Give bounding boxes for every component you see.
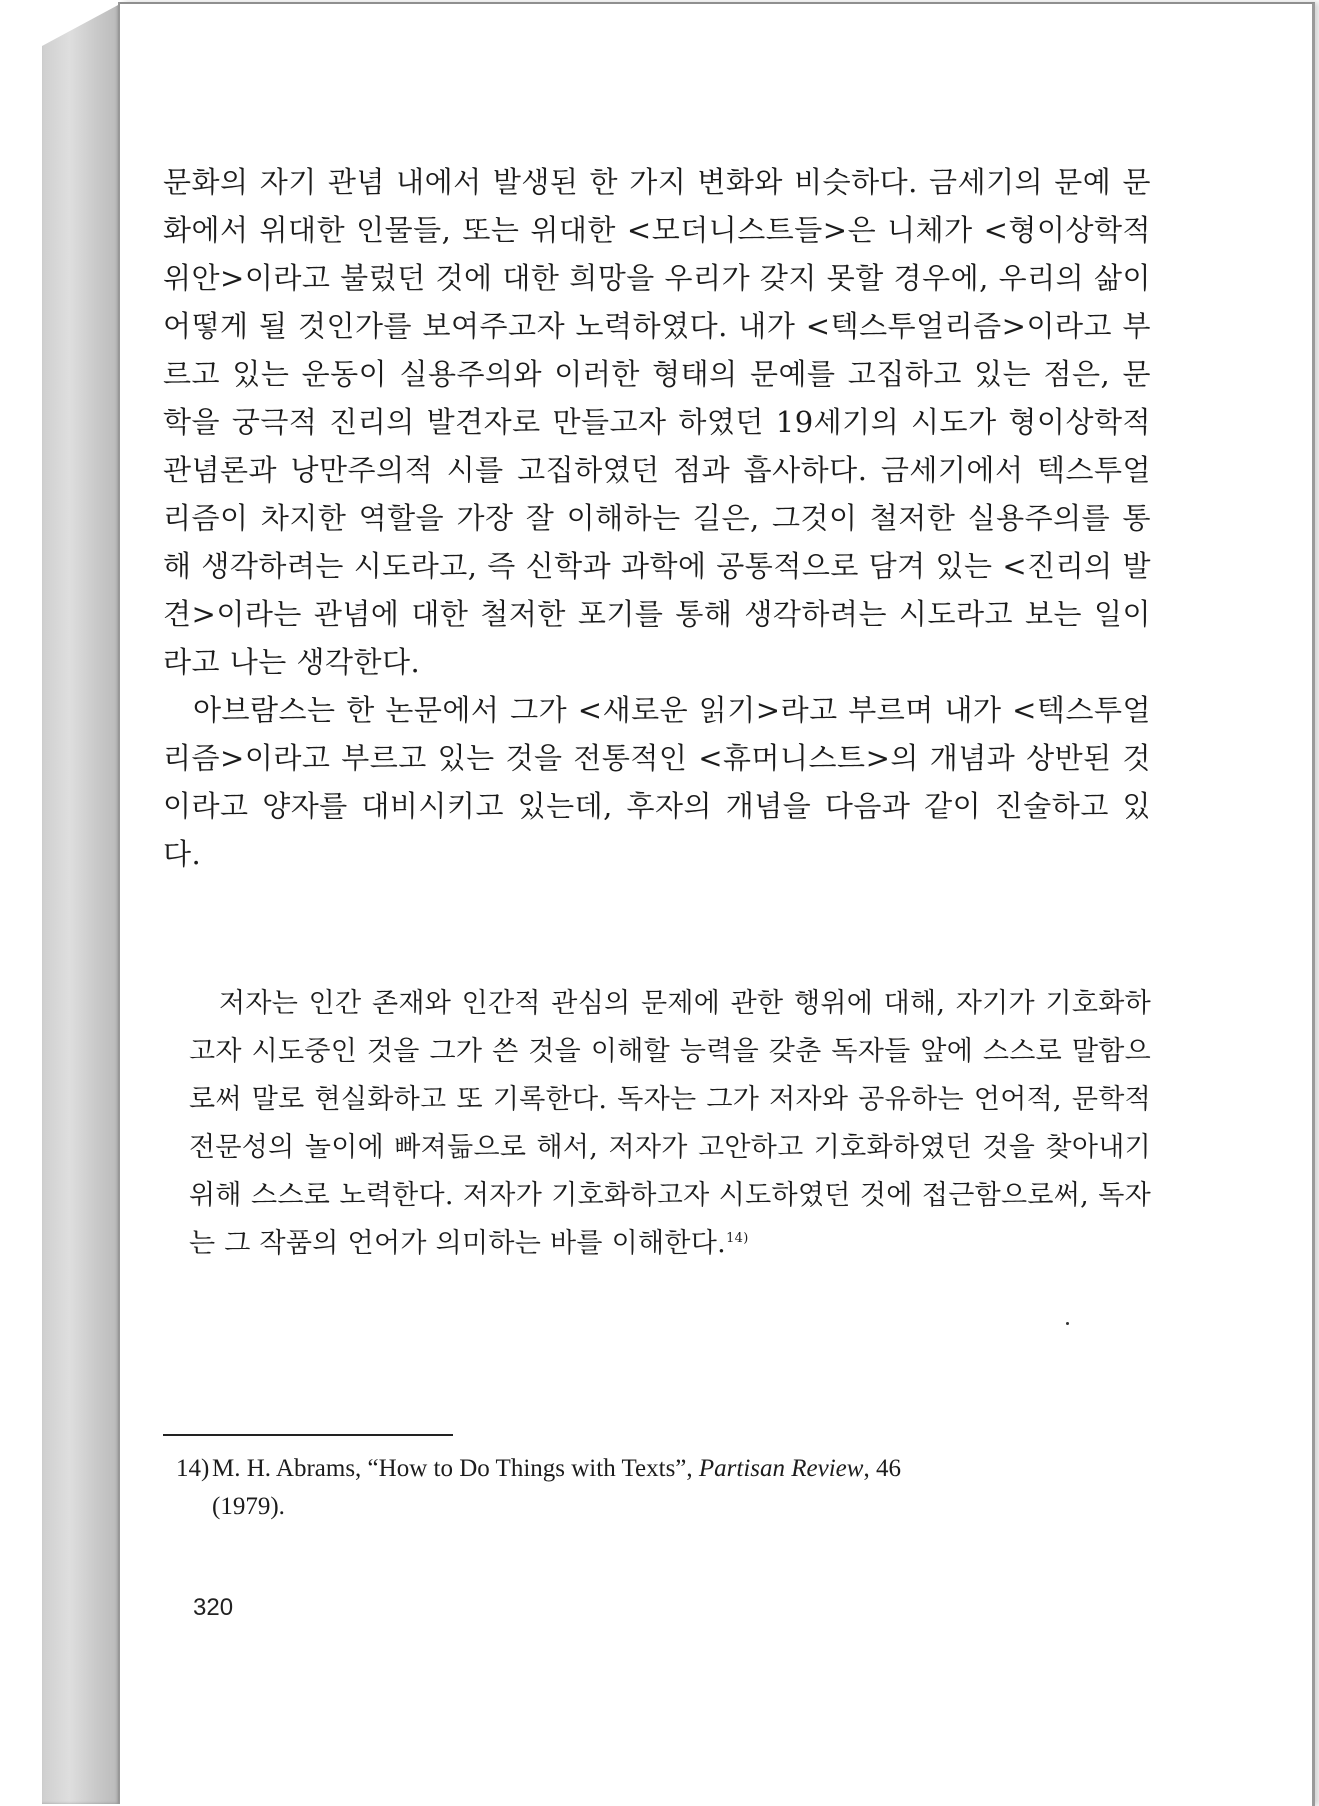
footnote-reference: 14) — [726, 1231, 749, 1246]
block-quote — [189, 980, 1151, 1268]
footnote-number: 14) — [176, 1455, 210, 1482]
book-spine — [42, 4, 120, 1804]
footnote-citation: M. H. Abrams, “How to Do Things with Texts”, — [212, 1455, 693, 1482]
body-paragraph-2: 아브람스는 한 논문에서 그가 <새로운 읽기>라고 부르며 내가 <텍스투얼리즘>이라고 부르고 있는 것을 전통적인 <휴머니스트>의 개념과 상반된 것이라고 양자를 대비시키고 있는데, 후자의 개념을 다음과 같이 진술하고 있다. — [163, 693, 1151, 871]
footnote — [176, 1450, 1151, 1526]
page-number: 320 — [193, 1594, 234, 1621]
block-quote-text: 저자는 인간 존재와 인간적 관심의 문제에 관한 행위에 대해, 자기가 기호화하고자 시도중인 것을 그가 쓴 것을 이해할 능력을 갖춘 독자들 앞에 스스로 말함으로써 말로 현실화하고 또 기록한다. 독자는 그가 저자와 공유하는 언어적, 문학적 전문성의 놀이에 빠져듦으로 해서, 저자가 고안하고 기호화하였던 것을 찾아내기 위해 스스로 노력한다. 저자가 기호화하고자 시도하였던 것에 접근함으로써, 독자는 그 작품의 언어가 의미하는 바를 이해한다. — [189, 988, 1151, 1259]
body-text — [163, 158, 1151, 878]
footnote-volume: , 46 — [863, 1455, 901, 1482]
footnote-year: (1979). — [212, 1493, 285, 1520]
stray-mark — [1066, 1322, 1069, 1325]
footnote-journal-title: Partisan Review — [698, 1455, 864, 1482]
footnote-separator-rule — [163, 1434, 453, 1436]
body-paragraph-1: 문화의 자기 관념 내에서 발생된 한 가지 변화와 비슷하다. 금세기의 문예 문화에서 위대한 인물들, 또는 위대한 <모더니스트들>은 니체가 <형이상학적 위안>이라고 불렀던 것에 대한 희망을 우리가 갖지 못할 경우에, 우리의 삶이 어떻게 될 것인가를 보여주고자 노력하였다. 내가 <텍스투얼리즘>이라고 부르고 있는 운동이 실용주의와 이러한 형태의 문예를 고집하고 있는 점은, 문학을 궁극적 진리의 발견자로 만들고자 하였던 19세기의 시도가 형이상학적 관념론과 낭만주의적 시를 고집하였던 점과 흡사하다. 금세기에서 텍스투얼리즘이 차지한 역할을 가장 잘 이해하는 길은, 그것이 철저한 실용주의를 통해 생각하려는 시도라고, 즉 신학과 과학에 공통적으로 담겨 있는 <진리의 발견>이라는 관념에 대한 철저한 포기를 통해 생각하려는 시도라고 보는 일이라고 나는 생각한다. — [163, 165, 1151, 679]
